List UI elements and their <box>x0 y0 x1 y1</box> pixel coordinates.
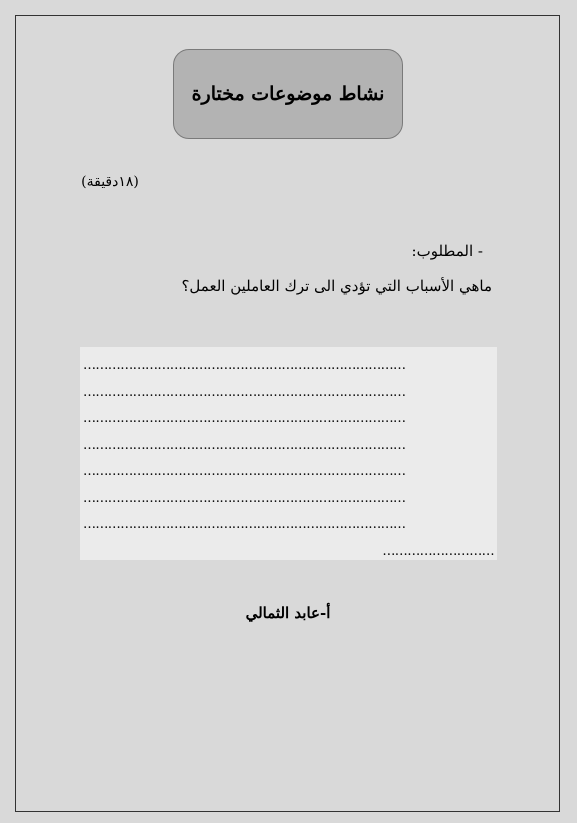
duration-label: (١٨دقيقة) <box>81 174 139 190</box>
author-name: أ-عابد الثمالي <box>245 604 331 622</box>
required-label: - المطلوب: <box>411 242 483 260</box>
answer-line: …………………………………………………………………… <box>83 384 406 400</box>
activity-title: نشاط موضوعات مختارة <box>173 49 403 139</box>
question-text: ماهي الأسباب التي تؤدي الى ترك العاملين العمل؟ <box>181 277 492 295</box>
answer-line: …………………………………………………………………… <box>83 411 406 426</box>
answer-line: …………………………………………………………………… <box>83 437 406 453</box>
answer-line: …………………………………………………………………… <box>83 464 406 479</box>
answer-line: …………………………………………………………………… <box>83 517 406 532</box>
answer-line: …………………………………………………………………… <box>83 358 406 373</box>
answer-area[interactable] <box>80 347 497 560</box>
answer-line: …………………………………………………………………… <box>83 490 406 506</box>
answer-line: ……………………… <box>382 543 494 559</box>
